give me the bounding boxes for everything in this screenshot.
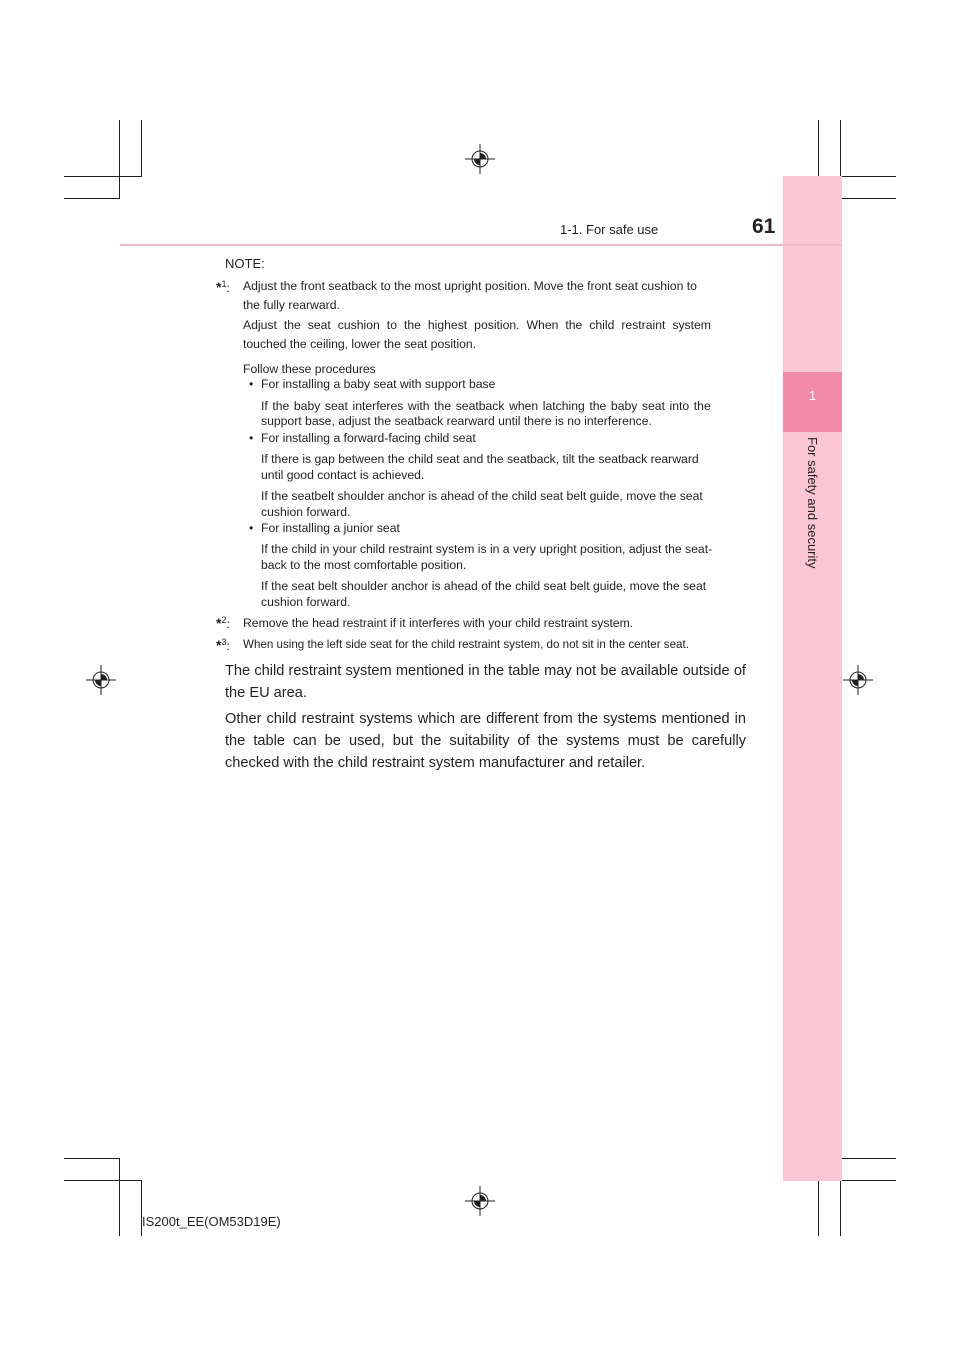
note-1-line: Adjust the front seatback to the most upright position. Move the front seat cushion to: [243, 279, 697, 293]
crop-mark: [141, 120, 142, 176]
bullet-text-line: If there is gap between the child seat and the seatback, tilt the seatback rearward: [261, 452, 699, 466]
chapter-title: For safety and security: [805, 437, 820, 569]
bullet-text-line: cushion forward.: [261, 595, 351, 609]
crop-mark: [64, 198, 120, 199]
bullet-text-line: If the seatbelt shoulder anchor is ahead of the child seat belt guide, move the seat: [261, 489, 703, 503]
crop-mark: [840, 1158, 896, 1159]
bullet-title: For installing a forward-facing child seat: [261, 431, 476, 445]
registration-mark-icon: [465, 1186, 495, 1216]
note-1-marker: [216, 276, 230, 296]
bullet-text-line: until good contact is achieved.: [261, 468, 425, 482]
note-marker-colon: :: [226, 617, 230, 632]
note-marker: *: [216, 279, 222, 296]
crop-mark: [119, 1158, 120, 1236]
page-number: 61: [752, 215, 776, 238]
bullet: •: [249, 377, 254, 391]
bullet-text-line: back to the most comfortable position.: [261, 558, 467, 572]
note-marker: *: [216, 637, 222, 654]
crop-mark: [840, 120, 841, 176]
note-1-line: the fully rearward.: [243, 298, 340, 312]
bullet-text-line: If the child in your child restraint system is in a very upright position, adjust the seat-: [261, 542, 713, 556]
note-3-text: When using the left side seat for the child restraint system, do not sit in the center seat.: [243, 638, 689, 651]
registration-mark-icon: [465, 144, 495, 174]
note-marker-number: 3: [221, 637, 227, 647]
note-heading: NOTE:: [225, 256, 265, 271]
bullet-title: For installing a junior seat: [261, 521, 400, 535]
bullet-text-line: If the seat belt shoulder anchor is ahead of the child seat belt guide, move the seat: [261, 579, 707, 593]
body-paragraph: The child restraint system mentioned in the table may not be available outside of the EU area.: [225, 663, 746, 701]
bullet: •: [249, 431, 254, 445]
bullet: •: [249, 521, 254, 535]
bullet-text-line: If the baby seat interferes with the seatback when latching the baby seat into the: [261, 399, 711, 413]
note-1-paragraph-line: Adjust the seat cushion to the highest position. When the child restraint system: [243, 318, 711, 332]
note-marker-number: 1: [221, 279, 227, 289]
note-2-marker: [216, 612, 230, 632]
header-rule: [120, 244, 842, 246]
chapter-number: 1: [808, 388, 817, 403]
bullet-title: For installing a baby seat with support base: [261, 377, 496, 391]
crop-mark: [840, 176, 896, 177]
note-marker-colon: :: [226, 281, 230, 296]
registration-mark-icon: [843, 665, 873, 695]
note-1-paragraph-line: touched the ceiling, lower the seat position.: [243, 337, 477, 351]
crop-mark: [119, 120, 120, 198]
note-marker-number: 2: [221, 615, 227, 625]
section-title: 1-1. For safe use: [560, 222, 659, 237]
bullet-text-line: cushion forward.: [261, 505, 351, 519]
note-3-marker: [216, 634, 230, 654]
crop-mark: [64, 1158, 120, 1159]
procedures-intro: Follow these procedures: [243, 362, 376, 376]
crop-mark: [64, 176, 142, 177]
body-paragraph: Other child restraint systems which are different from the systems mentioned in the table can be used, but the suitability of the systems must be carefully checked with the child restraint system manufacturer and retailer.: [225, 711, 746, 771]
crop-mark: [818, 1180, 819, 1236]
note-2-text: Remove the head restraint if it interferes with your child restraint system.: [243, 616, 634, 630]
crop-mark: [64, 1180, 142, 1181]
registration-mark-icon: [86, 665, 116, 695]
note-marker-colon: :: [226, 639, 230, 654]
document-code: IS200t_EE(OM53D19E): [142, 1214, 281, 1229]
note-marker: *: [216, 615, 222, 632]
bullet-text-line: support base, adjust the seatback rearward until there is no interference.: [261, 414, 652, 428]
chapter-side-tab: [783, 176, 842, 1181]
